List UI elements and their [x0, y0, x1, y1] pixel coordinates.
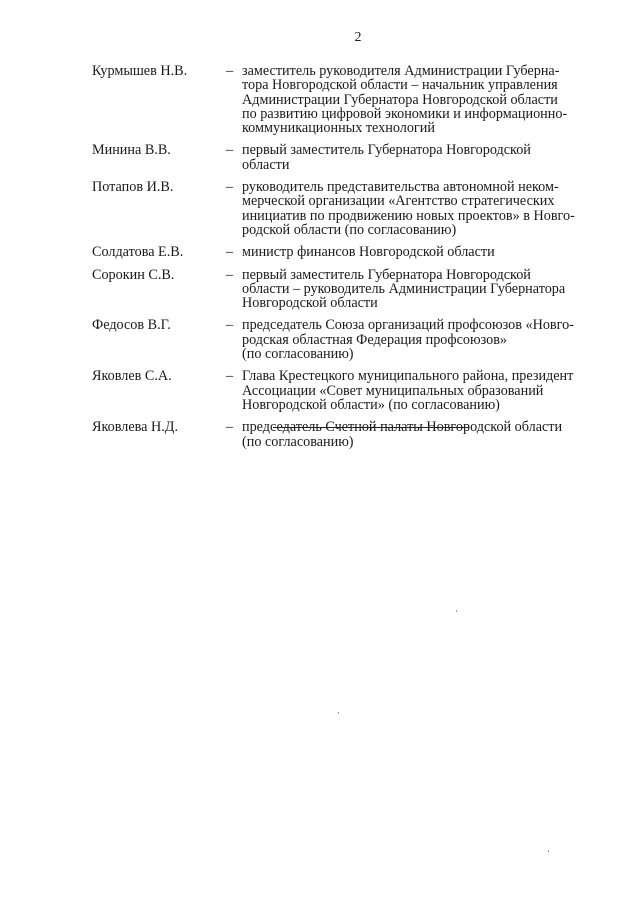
- member-entry: [92, 143, 612, 172]
- member-name: Потапов И.В.: [92, 179, 174, 196]
- member-entry: [92, 245, 612, 259]
- scan-speck: [548, 850, 549, 852]
- member-entry: [92, 268, 612, 311]
- member-name: Солдатова Е.В.: [92, 244, 184, 261]
- member-entry: [92, 318, 612, 361]
- member-name: Минина В.В.: [92, 142, 171, 159]
- member-name: Сорокин С.В.: [92, 266, 175, 283]
- dash-separator: –: [226, 266, 234, 283]
- scan-speck: [456, 610, 457, 612]
- member-entry: [92, 64, 612, 135]
- dash-separator: –: [226, 419, 234, 436]
- page-number: 2: [354, 30, 362, 45]
- end-separator-line: [273, 427, 469, 428]
- member-list: [92, 64, 612, 457]
- scan-speck: [338, 712, 339, 714]
- member-role: первый заместитель Губернатора Новгородской области – руководитель Администрации Губернатора Новгородской области: [242, 266, 566, 312]
- member-role: руководитель представительства автономной неком- мерческой организации «Агентство стратегических инициатив по продвижению новых проектов» в Новго- родской области (по согласованию): [242, 179, 575, 238]
- dash-separator: –: [226, 368, 234, 385]
- dash-separator: –: [226, 317, 234, 334]
- dash-separator: –: [226, 179, 234, 196]
- member-name: Федосов В.Г.: [92, 317, 171, 334]
- member-role: Глава Крестецкого муниципального района, президент Ассоциации «Совет муниципальных образований Новгородской области» (по согласованию): [242, 368, 574, 413]
- member-entry: [92, 369, 612, 412]
- member-entry: [92, 180, 612, 237]
- member-name: Яковлев С.А.: [92, 368, 172, 385]
- member-name: Курмышев Н.В.: [92, 63, 188, 79]
- member-role: председатель Союза организаций профсоюзов «Новго- родская областная Федерация профсоюзов» (по согласованию): [242, 317, 574, 363]
- member-entry: [92, 420, 612, 449]
- member-role: министр финансов Новгородской области: [242, 244, 495, 261]
- member-role: председатель Счетной палаты Новгородской области (по согласованию): [242, 419, 563, 450]
- dash-separator: –: [226, 63, 234, 79]
- dash-separator: –: [226, 244, 234, 261]
- member-role: заместитель руководителя Администрации Губерна- тора Новгородской области – начальник управления Администрации Губернатора Новгородской области по развитию цифровой экономики и информационно- коммуникационных технологий: [242, 63, 568, 137]
- member-name: Яковлева Н.Д.: [92, 419, 178, 436]
- dash-separator: –: [226, 142, 234, 159]
- member-role: первый заместитель Губернатора Новгородской области: [242, 142, 531, 173]
